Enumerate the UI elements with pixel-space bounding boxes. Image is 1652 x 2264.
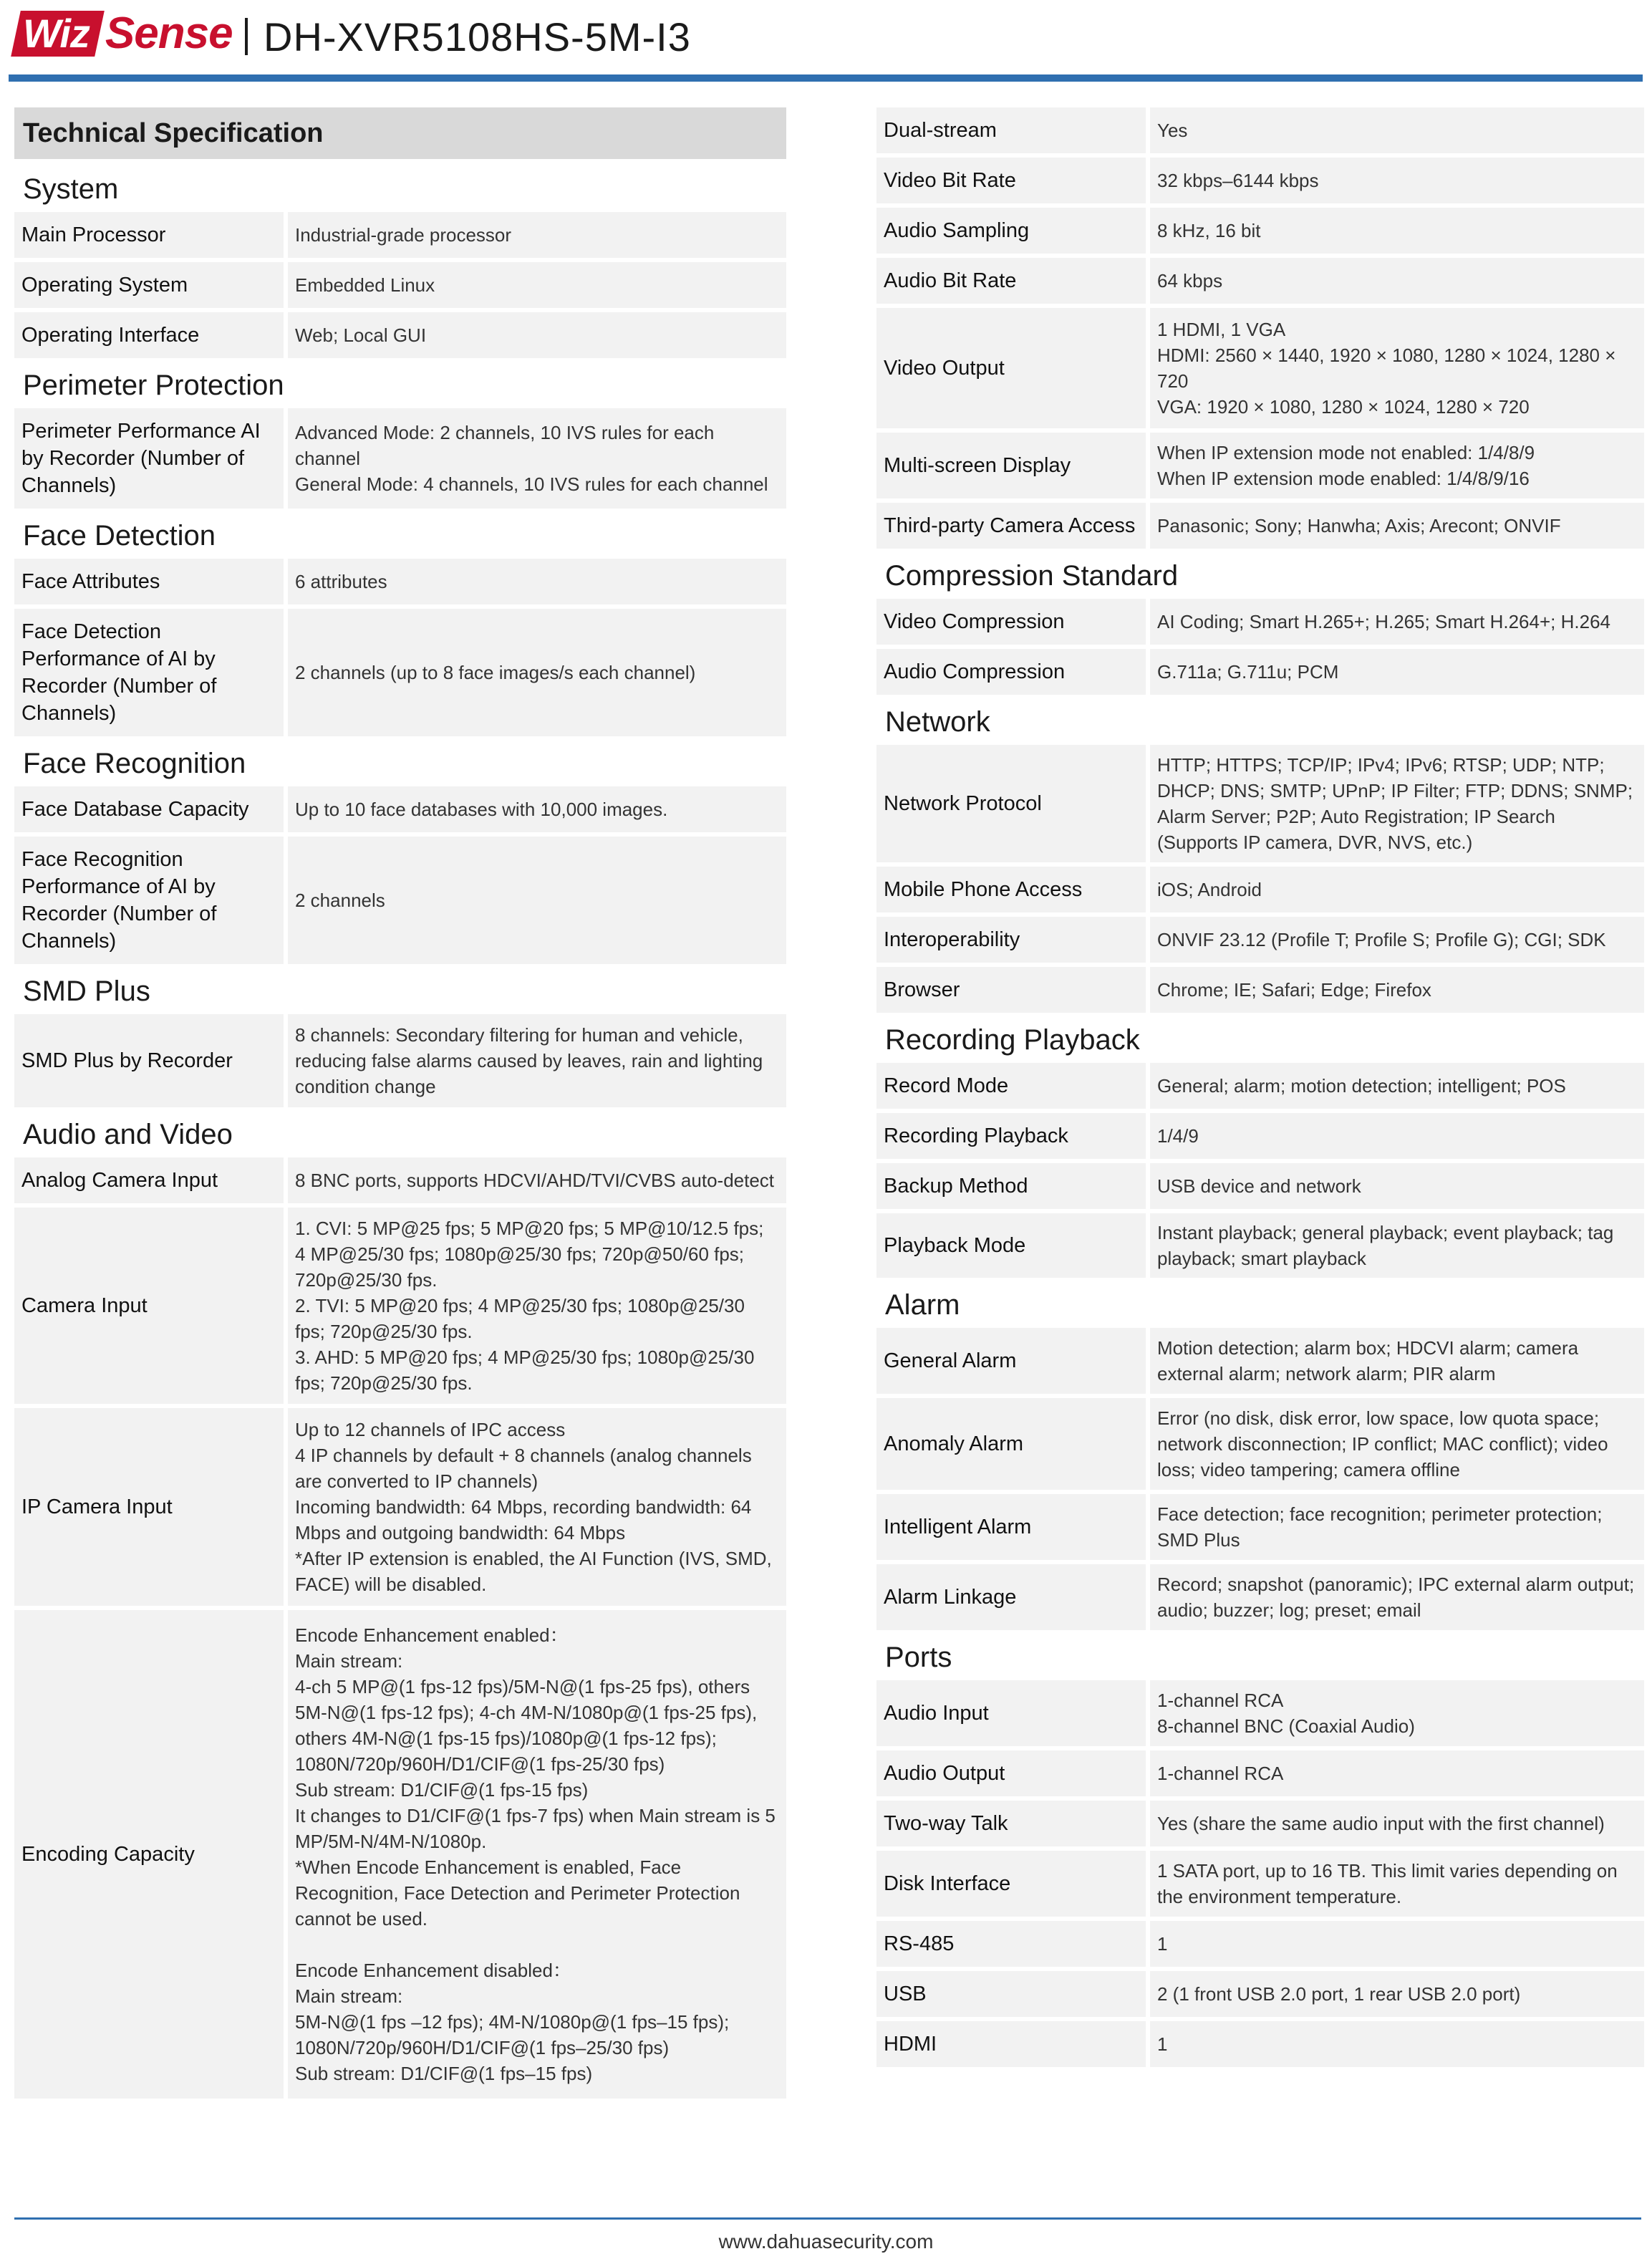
spec-label: Network Protocol [876,745,1146,862]
section-heading-compression-standard: Compression Standard [885,560,1179,592]
spec-label: Multi-screen Display [876,433,1146,498]
spec-row-audio-input [876,1680,1644,1746]
spec-label: Face Detection Performance of AI by Recorder (Number of Channels) [14,609,284,736]
spec-label: Audio Compression [876,649,1146,695]
spec-label: Face Database Capacity [14,786,284,832]
section-heading-recording-playback: Recording Playback [885,1024,1140,1056]
spec-label: Operating Interface [14,312,284,358]
spec-label: HDMI [876,2021,1146,2067]
spec-row-face-attributes [14,559,786,604]
model-title [245,10,691,64]
spec-value: 2 channels [288,837,786,964]
spec-value: 1 HDMI, 1 VGA HDMI: 2560 × 1440, 1920 × 1080, 1280 × 1024, 1280 × 720 VGA: 1920 × 1080, 1280 × 1024, 1280 × 720 [1150,308,1644,428]
spec-row-backup-method [876,1163,1644,1209]
spec-row-video-output [876,308,1644,428]
spec-label: Record Mode [876,1063,1146,1109]
section-heading-ports: Ports [885,1642,952,1673]
spec-value: 8 BNC ports, supports HDCVI/AHD/TVI/CVBS auto-detect [288,1157,786,1203]
spec-label: Third-party Camera Access [876,503,1146,549]
spec-row-face-database-capacity [14,786,786,832]
spec-label: Main Processor [14,212,284,258]
spec-row-usb [876,1971,1644,2017]
spec-row-main-processor [14,212,786,258]
spec-row-multi-screen-display [876,433,1644,498]
left-column [14,107,786,2103]
spec-row-video-compression [876,599,1644,645]
spec-row-dual-stream [876,107,1644,153]
spec-row-face-recognition-performance-of-ai-by-recorder-number-of-channels [14,837,786,964]
spec-value: ONVIF 23.12 (Profile T; Profile S; Profile G); CGI; SDK [1150,917,1644,963]
spec-row-browser [876,967,1644,1013]
spec-label: IP Camera Input [14,1408,284,1606]
spec-label: Video Bit Rate [876,158,1146,203]
spec-row-audio-sampling [876,208,1644,254]
spec-row-operating-interface [14,312,786,358]
spec-label: Perimeter Performance AI by Recorder (Number of Channels) [14,408,284,509]
spec-label: Browser [876,967,1146,1013]
spec-label: Interoperability [876,917,1146,963]
spec-label: Disk Interface [876,1851,1146,1917]
page-header [0,0,1652,72]
spec-row-audio-bit-rate [876,258,1644,304]
spec-label: USB [876,1971,1146,2017]
spec-value: AI Coding; Smart H.265+; H.265; Smart H.264+; H.264 [1150,599,1644,645]
spec-row-two-way-talk [876,1801,1644,1846]
spec-value: 1/4/9 [1150,1113,1644,1159]
spec-row-interoperability [876,917,1644,963]
spec-label: Video Output [876,308,1146,428]
spec-value: Industrial-grade processor [288,212,786,258]
spec-row-recording-playback [876,1113,1644,1159]
spec-value: 1-channel RCA [1150,1750,1644,1796]
spec-label: RS-485 [876,1921,1146,1967]
spec-row-record-mode [876,1063,1644,1109]
spec-value: USB device and network [1150,1163,1644,1209]
spec-label: Face Attributes [14,559,284,604]
spec-value: General; alarm; motion detection; intelligent; POS [1150,1063,1644,1109]
section-heading-system: System [23,173,119,205]
spec-row-rs-485 [876,1921,1644,1967]
spec-row-hdmi [876,2021,1644,2067]
spec-value: 1 SATA port, up to 16 TB. This limit varies depending on the environment temperature. [1150,1851,1644,1917]
spec-label: General Alarm [876,1328,1146,1394]
spec-value: Instant playback; general playback; event playback; tag playback; smart playback [1150,1213,1644,1278]
spec-value: G.711a; G.711u; PCM [1150,649,1644,695]
spec-row-analog-camera-input [14,1157,786,1203]
spec-label: Video Compression [876,599,1146,645]
spec-value: Motion detection; alarm box; HDCVI alarm; camera external alarm; network alarm; PIR alarm [1150,1328,1644,1394]
spec-label: Alarm Linkage [876,1564,1146,1630]
spec-value: Error (no disk, disk error, low space, low quota space; network disconnection; IP conflict; MAC conflict); video loss; video tampering; camera offline [1150,1398,1644,1490]
spec-row-face-detection-performance-of-ai-by-recorder-number-of-channels [14,609,786,736]
spec-value: 1. CVI: 5 MP@25 fps; 5 MP@20 fps; 5 MP@10/12.5 fps; 4 MP@25/30 fps; 1080p@25/30 fps; 720p@50/60 fps; 720p@25/30 fps. 2. TVI: 5 MP@20 fps; 4 MP@25/30 fps; 1080p@25/30 fps; 720p@25/30 fps. 3. AHD: 5 MP@20 fps; 4 MP@25/30 fps; 1080p@25/30 fps; 720p@25/30 fps. [288,1208,786,1404]
section-heading-perimeter-protection: Perimeter Protection [23,370,284,401]
spec-label: Encoding Capacity [14,1610,284,2099]
spec-label: Playback Mode [876,1213,1146,1278]
section-heading-face-recognition: Face Recognition [23,748,246,779]
spec-value: 1 [1150,1921,1644,1967]
spec-row-video-bit-rate [876,158,1644,203]
spec-value: Encode Enhancement enabled： Main stream: 4-ch 5 MP@(1 fps-12 fps)/5M-N@(1 fps-25 fps), others 5M-N@(1 fps-12 fps); 4-ch 4M-N/1080p@(1 fps-25 fps), others 4M-N@(1 fps-15 fps)/1080p@(1 fps-12 fps); 1080N/720p/960H/D1/CIF@(1 fps-25/30 fps) Sub stream: D1/CIF@(1 fps-15 fps) It changes to D1/CIF@(1 fps-7 fps) when Main stream is 5 MP/5M-N/4M-N/1080p. *When Encode Enhancement is enabled, Face Recognition, Face Detection and Perimeter Protection cannot be used. Encode Enhancement disabled： Main stream: 5M-N@(1 fps –12 fps); 4M-N/1080p@(1 fps–15 fps); 1080N/720p/960H/D1/CIF@(1 fps–25/30 fps) Sub stream: D1/CIF@(1 fps–15 fps) [288,1610,786,2099]
spec-value: Advanced Mode: 2 channels, 10 IVS rules for each channel General Mode: 4 channels, 10 IVS rules for each channel [288,408,786,509]
spec-value: When IP extension mode not enabled: 1/4/8/9 When IP extension mode enabled: 1/4/8/9/16 [1150,433,1644,498]
spec-value: Record; snapshot (panoramic); IPC external alarm output; audio; buzzer; log; preset; email [1150,1564,1644,1630]
spec-row-mobile-phone-access [876,867,1644,912]
spec-row-playback-mode [876,1213,1644,1278]
spec-label: Dual-stream [876,107,1146,153]
header-rule [9,74,1643,82]
right-column [876,107,1644,2071]
spec-value: Up to 12 channels of IPC access 4 IP channels by default + 8 channels (analog channels are converted to IP channels) Incoming bandwidth: 64 Mbps, recording bandwidth: 64 Mbps and outgoing bandwidth: 64 Mbps *After IP extension is enabled, the AI Function (IVS, SMD, FACE) will be disabled. [288,1408,786,1606]
spec-value: 1-channel RCA 8-channel BNC (Coaxial Audio) [1150,1680,1644,1746]
spec-value: Embedded Linux [288,262,786,308]
spec-row-audio-compression [876,649,1644,695]
spec-label: Mobile Phone Access [876,867,1146,912]
spec-label: SMD Plus by Recorder [14,1014,284,1107]
section-heading-smd-plus: SMD Plus [23,976,150,1007]
spec-row-encoding-capacity [14,1610,786,2099]
spec-row-ip-camera-input [14,1408,786,1606]
section-heading-audio-and-video: Audio and Video [23,1119,233,1150]
spec-label: Backup Method [876,1163,1146,1209]
spec-label: Anomaly Alarm [876,1398,1146,1490]
spec-title: Technical Specification [14,107,786,159]
spec-value: 32 kbps–6144 kbps [1150,158,1644,203]
section-heading-network: Network [885,706,990,738]
spec-row-alarm-linkage [876,1564,1644,1630]
spec-label: Face Recognition Performance of AI by Recorder (Number of Channels) [14,837,284,964]
spec-row-intelligent-alarm [876,1494,1644,1560]
spec-value: 8 kHz, 16 bit [1150,208,1644,254]
spec-value: Panasonic; Sony; Hanwha; Axis; Arecont; ONVIF [1150,503,1644,549]
spec-value: 8 channels: Secondary filtering for human and vehicle, reducing false alarms caused by leaves, rain and lighting condition change [288,1014,786,1107]
spec-value: Web; Local GUI [288,312,786,358]
section-heading-alarm: Alarm [885,1289,960,1321]
spec-row-disk-interface [876,1851,1644,1917]
spec-label: Audio Bit Rate [876,258,1146,304]
spec-value: Face detection; face recognition; perimeter protection; SMD Plus [1150,1494,1644,1560]
spec-row-general-alarm [876,1328,1644,1394]
spec-label: Audio Input [876,1680,1146,1746]
spec-row-audio-output [876,1750,1644,1796]
spec-value: 6 attributes [288,559,786,604]
spec-value: Yes (share the same audio input with the first channel) [1150,1801,1644,1846]
spec-value: 2 (1 front USB 2.0 port, 1 rear USB 2.0 port) [1150,1971,1644,2017]
spec-value: iOS; Android [1150,867,1644,912]
footer-url: www.dahuasecurity.com [718,2230,934,2253]
section-heading-face-detection: Face Detection [23,520,216,551]
spec-value: Yes [1150,107,1644,153]
spec-row-smd-plus-by-recorder [14,1014,786,1107]
right-sections [876,107,1644,2067]
spec-label: Intelligent Alarm [876,1494,1146,1560]
spec-label: Operating System [14,262,284,308]
model-number: DH-XVR5108HS-5M-I3 [264,14,691,59]
spec-row-network-protocol [876,745,1644,862]
footer-rule [14,2217,1641,2220]
spec-value: 2 channels (up to 8 face images/s each channel) [288,609,786,736]
title-divider [245,18,248,55]
spec-label: Recording Playback [876,1113,1146,1159]
spec-row-camera-input [14,1208,786,1404]
logo-sense-text: Sense [105,9,233,58]
spec-value: Chrome; IE; Safari; Edge; Firefox [1150,967,1644,1013]
spec-row-perimeter-performance-ai-by-recorder-number-of-channels [14,408,786,509]
spec-row-operating-system [14,262,786,308]
spec-row-third-party-camera-access [876,503,1644,549]
spec-row-anomaly-alarm [876,1398,1644,1490]
logo-wiz-badge: Wiz [11,11,105,57]
spec-value: HTTP; HTTPS; TCP/IP; IPv4; IPv6; RTSP; UDP; NTP; DHCP; DNS; SMTP; UPnP; IP Filter; FTP; DDNS; SNMP; Alarm Server; P2P; Auto Registration; IP Search (Supports IP camera, DVR, NVS, etc.) [1150,745,1644,862]
spec-value: 64 kbps [1150,258,1644,304]
spec-label: Audio Output [876,1750,1146,1796]
spec-label: Audio Sampling [876,208,1146,254]
left-sections [14,166,786,2099]
spec-value: Up to 10 face databases with 10,000 images. [288,786,786,832]
spec-label: Two-way Talk [876,1801,1146,1846]
wizsense-logo [16,9,233,59]
spec-label: Analog Camera Input [14,1157,284,1203]
spec-value: 1 [1150,2021,1644,2067]
spec-label: Camera Input [14,1208,284,1404]
